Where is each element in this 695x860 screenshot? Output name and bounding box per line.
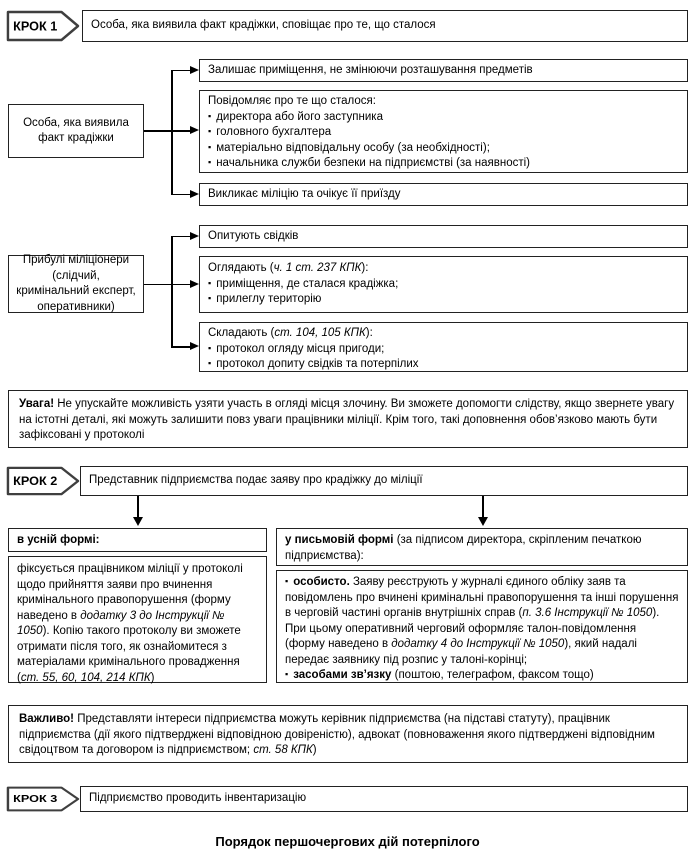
bullet-item xyxy=(208,141,679,157)
bullet-marker xyxy=(285,576,293,588)
group1-source-text: Особа, яка виявила факт крадіжки xyxy=(23,116,129,144)
arrowhead-right-icon xyxy=(190,232,199,240)
bullet-text: приміщення, де сталася крадіжка; xyxy=(216,277,399,290)
oral-header-box xyxy=(8,528,267,552)
group2-action1-text: Опитують свідків xyxy=(208,229,299,242)
page-title: Порядок першочергових дій потерпілого xyxy=(215,834,480,849)
step2-label: КРОК 2 xyxy=(13,474,58,488)
written-header-rest: (за підписом директора, скріпленим печаткою підприємства): xyxy=(285,534,642,562)
arrowhead-down-icon xyxy=(478,517,488,526)
bullet-item: ▪ засобами зв’язку (поштою, телеграфом, факсом тощо) xyxy=(285,668,679,684)
important-label: Важливо! xyxy=(19,713,75,725)
group2-action2-box xyxy=(199,256,688,313)
written-header-box xyxy=(276,528,688,566)
step1-pentagon xyxy=(6,10,80,42)
bullet-text: головного бухгалтера xyxy=(216,126,332,138)
group1-source-box xyxy=(8,104,144,158)
group2-action3-title: Складають (ст. 104, 105 КПК): xyxy=(208,327,373,339)
bullet-item: ▪ особисто. Заяву реєструють у журналі єдиного обліку заяв та повідомлень про вчинені кримінальні правопорушення та інші порушення в черговій частині органів внутрішніх справ (п. 3.6 Інструкції № 1050). При цьому оперативний черговий оформляє талон-повідомлення (форму наведено в додатку 4 до Інструкції № 1050), який надалі передає заявнику під розпис у талоні-корінці; xyxy=(285,575,679,668)
step2-box xyxy=(80,466,688,496)
bullet-item xyxy=(208,357,679,373)
written-header-bold: у письмовій формі xyxy=(285,534,394,546)
arrowhead-right-icon xyxy=(190,280,199,288)
bullet-marker xyxy=(285,669,293,681)
group2-action2-title: Оглядають (ч. 1 ст. 237 КПК): xyxy=(208,262,369,274)
group1-action3-box xyxy=(199,183,688,206)
bullet-item xyxy=(208,292,679,308)
arrowhead-right-icon xyxy=(190,342,199,350)
step1-label: КРОК 1 xyxy=(13,18,58,34)
oral-header-text: в усній формі: xyxy=(17,534,100,546)
group1-action2-box xyxy=(199,90,688,173)
connector-line xyxy=(482,496,484,518)
group1-action3-text: Викликає міліцію та очікує її приїзду xyxy=(208,187,401,200)
step1-box xyxy=(82,10,688,42)
bullet-marker xyxy=(208,293,216,305)
step1-text: Особа, яка виявила факт крадіжки, сповіщає про те, що сталося xyxy=(91,19,436,32)
group1-action1-text: Залишає приміщення, не змінюючи розташування предметів xyxy=(208,63,533,76)
bullet-marker xyxy=(208,358,216,370)
connector-line xyxy=(144,130,172,132)
connector-line xyxy=(171,236,191,238)
arrowhead-right-icon xyxy=(190,190,199,198)
step3-text: Підприємство проводить інвентаризацію xyxy=(89,792,307,805)
bullet-item xyxy=(208,156,679,172)
oral-body-box: фіксується працівником міліції у протоколі щодо прийняття заяви про вчинення кримінального правопорушення (форму наведено в додатку 3 до Інструкції № 1050). Копію такого протоколу ви зможете отримати після того, як ознайомитеся з матеріалами кримінального провадження (ст. 55, 60, 104, 214 КПК) xyxy=(8,556,267,683)
bullet-item xyxy=(208,277,679,293)
attention-box xyxy=(8,390,688,448)
important-box: Важливо! Представляти інтереси підприємства можуть керівник підприємства (на підставі статуту), працівник підприємства (дії якого підтверджені відповідною довіреністю), адвокат (повноваження якого підтверджені відповідним свідоцтвом та договором із підприємством; ст. 58 КПК) xyxy=(8,705,688,763)
bullet-marker xyxy=(208,157,216,169)
group2-action1-box xyxy=(199,225,688,248)
bullet-text: протокол допиту свідків та потерпілих xyxy=(216,358,419,370)
step3-label: КРОК 3 xyxy=(13,793,58,805)
bullet-marker xyxy=(208,343,216,355)
arrowhead-right-icon xyxy=(190,126,199,134)
group2-source-text: Прибулі міліціонери (слідчий, кримінальний експерт, оперативники) xyxy=(16,254,136,313)
bullet-text: прилеглу територію xyxy=(216,293,322,305)
step3-box xyxy=(80,786,688,812)
connector-line xyxy=(171,194,191,196)
bullet-item xyxy=(208,342,679,358)
attention-label: Увага! xyxy=(19,398,55,410)
step2-text: Представник підприємства подає заяву про крадіжку до міліції xyxy=(89,474,423,487)
connector-line xyxy=(171,284,191,286)
group2-source-box xyxy=(8,255,144,313)
bullet-marker xyxy=(208,278,216,290)
bullet-marker xyxy=(208,111,216,123)
arrowhead-down-icon xyxy=(133,517,143,526)
bullet-text: протокол огляду місця пригоди; xyxy=(216,342,385,355)
connector-line xyxy=(171,346,191,348)
connector-line xyxy=(137,496,139,518)
group1-action2-title: Повідомляє про те що сталося: xyxy=(208,95,376,107)
connector-trunk xyxy=(171,236,173,347)
bullet-marker xyxy=(208,126,216,138)
attention-text: Не упускайте можливість узяти участь в огляді місця злочину. Ви зможете допомогти слідству, якщо звернете увагу на істотні деталі, які можуть залишити повз уваги працівники міліції. Крім того, такі доповнення обов’язково мають бути зафіксовані у протоколі xyxy=(19,398,675,441)
arrowhead-right-icon xyxy=(190,66,199,74)
bullet-text: матеріально відповідальну особу (за необхідності); xyxy=(216,141,490,154)
bullet-item xyxy=(208,110,679,126)
written-body-box xyxy=(276,570,688,683)
bullet-marker xyxy=(208,142,216,154)
connector-line xyxy=(171,130,191,132)
connector-trunk xyxy=(171,70,173,195)
step2-pentagon xyxy=(6,466,80,496)
bullet-text: начальника служби безпеки на підприємстві (за наявності) xyxy=(216,157,531,169)
step3-pentagon xyxy=(6,786,80,812)
group1-action1-box xyxy=(199,59,688,82)
group2-action3-box xyxy=(199,322,688,372)
connector-line xyxy=(171,70,191,72)
bullet-text: директора або його заступника xyxy=(216,110,383,123)
bullet-item xyxy=(208,125,679,141)
connector-line xyxy=(144,284,172,286)
